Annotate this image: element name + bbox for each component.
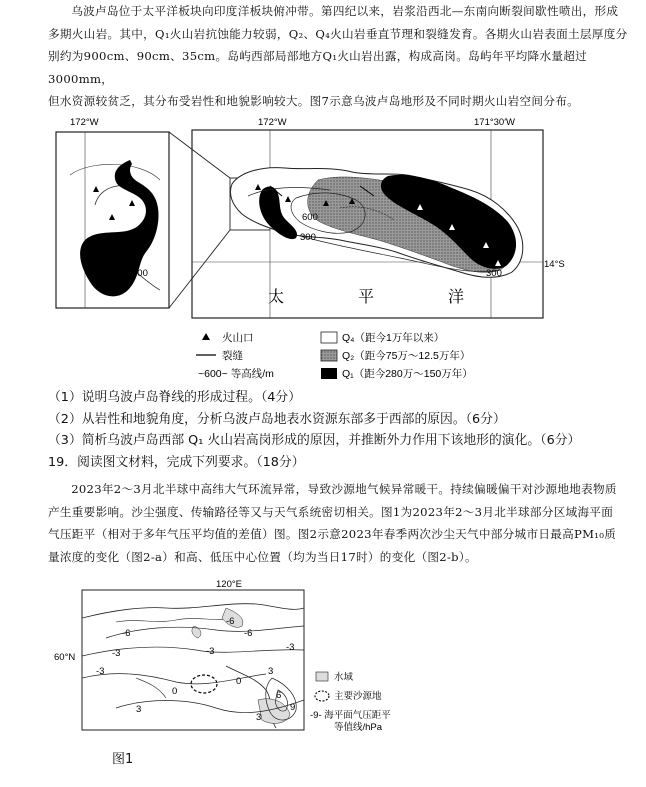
volcano-icon: [93, 186, 99, 192]
isoline-label: 3: [136, 704, 142, 715]
volcano-icon: [202, 333, 210, 340]
legend-contour: ~600~ 等高线/m: [198, 368, 274, 380]
legend-q1: Q₁（距今280万～150万年）: [342, 368, 473, 380]
q2-swatch: [321, 350, 337, 361]
question-item: （2）从岩性和地貌角度，分析乌波卢岛地表水资源东部多于西部的原因。（6分）: [48, 411, 506, 427]
question-item: （3）简析乌波卢岛西部 Q₁ 火山岩高岗形成的原因，并推断外力作用下该地形的演化。（6分）: [48, 433, 581, 448]
ocean-label-char: 平: [358, 287, 375, 306]
inset-contour-label: 300: [132, 268, 148, 279]
isoline-label: -6: [226, 616, 235, 627]
legend-fault: 裂缝: [222, 350, 243, 362]
q18-intro-line: 别约为900cm、90cm、35cm。岛屿西部局部地方Q₁火山岩出露，构成高岗。岛屿年平均降水量超过3000mm，: [48, 49, 588, 86]
question-title: 19．阅读图文材料，完成下列要求。（18分）: [48, 454, 305, 470]
legend-isoline-unit: 等值线/hPa: [334, 722, 383, 733]
isoline-label: -6: [244, 628, 253, 639]
isoline-label: -6: [122, 628, 131, 639]
isoline-label: 6: [276, 690, 282, 701]
water-swatch: [316, 672, 328, 681]
question-item: （1）说明乌波卢岛脊线的形成过程。（4分）: [48, 390, 302, 405]
lat-label: 14°S: [544, 259, 565, 270]
lon-label-mid: 172°W: [258, 117, 287, 128]
q19-intro-line: 2023年2～3月北半球中高纬大气环流异常，导致沙源地气候异常暖干。持续偏暖偏干对沙源地地表物质: [71, 482, 617, 496]
ocean-label-char: 洋: [448, 287, 465, 306]
q18-intro-line: 乌波卢岛位于太平洋板块向印度洋板块俯冲带。第四纪以来，岩浆沿西北—东南向断裂间歇性喷出，形成: [71, 4, 619, 18]
legend-q4: Q₄（距今1万年以来）: [342, 332, 445, 344]
q19-intro: [48, 478, 628, 568]
legend-volcano: 火山口: [222, 332, 254, 344]
q4-swatch: [321, 332, 337, 343]
ocean-label-char: 太: [268, 287, 285, 306]
isoline-label: 3: [268, 666, 274, 677]
isoline-label: 0: [172, 686, 178, 697]
legend-isoline: -9- 海平面气压距平: [310, 710, 391, 721]
legend-q2: Q₂（距今75万～12.5万年）: [342, 350, 471, 362]
lat-label: 60°N: [54, 652, 76, 663]
lon-label: 120°E: [216, 579, 242, 590]
volcano-icon: [109, 214, 115, 220]
legend-water: 水域: [334, 672, 354, 683]
isoline-label: 0: [236, 676, 242, 687]
contour-label: 300: [486, 268, 502, 279]
dust-source-swatch: [315, 691, 329, 701]
isoline-label: 9: [290, 702, 296, 713]
isoline-label: -3: [96, 666, 105, 677]
q19-intro-line: 产生重要影响。沙尘强度、传输路径等又与天气系统密切相关。图1为2023年2～3月北半球部分区域海平面: [48, 504, 614, 519]
isoline-label: -3: [286, 642, 295, 653]
q18-questions: [48, 387, 580, 473]
volcano-icon: [129, 200, 135, 206]
isoline-label: -3: [206, 646, 215, 657]
contour-label: 600: [302, 212, 318, 223]
q1-swatch: [321, 368, 337, 379]
q18-intro-line: 多期火山岩。其中，Q₁火山岩抗蚀能力较弱，Q₂、Q₄火山岩垂直节理和裂缝发育。各期火山岩表面土层厚度分: [48, 26, 628, 41]
legend-source: 主要沙源地: [334, 691, 382, 702]
q19-intro-line: 气压距平（相对于多年气压平均值的差值）图。图2示意2023年春季两次沙尘天气中部分城市日最高PM₁₀质: [48, 527, 617, 541]
q18-intro-line: 但水资源较贫乏，其分布受岩性和地貌影响较大。图7示意乌波卢岛地形及不同时期火山岩空间分布。: [48, 94, 580, 108]
isoline-label: -3: [112, 648, 121, 659]
lon-label-right: 171°30′W: [474, 117, 515, 128]
lon-label-left: 172°W: [70, 117, 99, 128]
isoline-label: 3: [256, 712, 262, 723]
pressure-anomaly-map: [54, 578, 406, 738]
figure-caption: 图1: [112, 752, 134, 767]
q19-intro-line: 量浓度的变化（图2-a）和高、低压中心位置（均为当日17时）的变化（图2-b）。: [48, 549, 477, 564]
contour-label: 300: [300, 232, 316, 243]
